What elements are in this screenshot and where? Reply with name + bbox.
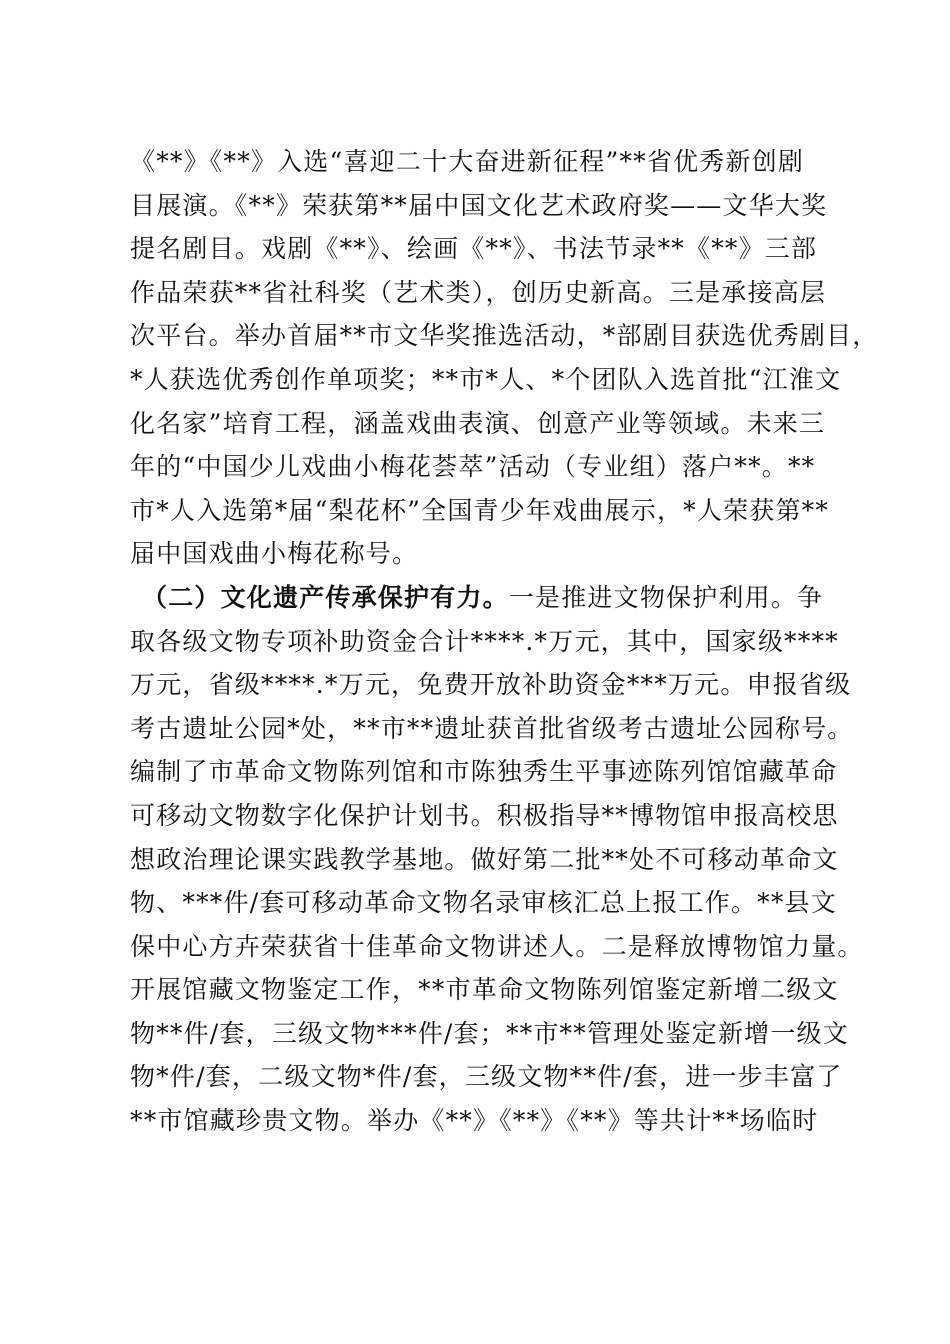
text-line: 《**》《**》入选“喜迎二十大奋进新征程”**省优秀新创剧 [130,147,805,176]
text-line: 开展馆藏文物鉴定工作，**市革命文物陈列馆鉴定新增二级文 [130,975,839,1005]
text-run: 一是推进文物保护利用。争 [508,582,824,612]
text-line: 次平台。举办首届**市文华奖推选活动，*部剧目获选优秀剧目， [130,321,879,351]
text-line: **市馆藏珍贵文物。举办《**》《**》《**》等共计**场临时 [130,1106,819,1136]
text-line: 化名家”培育工程，涵盖戏曲表演、创意产业等领域。未来三 [130,408,826,438]
document-body [130,140,879,1143]
text-line: 可移动文物数字化保护计划书。积极指导**博物馆申报高校思 [130,800,839,830]
text-line: 提名剧目。戏剧《**》、绘画《**》、书法节录**《**》三部 [130,234,818,264]
text-line: 物*件/套，二级文物*件/套，三级文物**件/套，进一步丰富了 [130,1062,843,1092]
text-line: 万元，省级****.*万元，免费开放补助资金***万元。申报省级 [130,670,852,700]
text-line: 保中心方卉荣获省十佳革命文物讲述人。二是释放博物馆力量。 [130,931,864,961]
text-line: 目展演。《**》荣获第**届中国文化艺术政府奖——文华大奖 [130,190,828,220]
text-line: *人获选优秀创作单项奖；**市*人、*个团队入选首批“江淮文 [130,364,842,394]
paragraph-2 [130,576,864,1143]
text-line: 年的“中国少儿戏曲小梅花荟萃”活动（专业组）落户**。** [130,452,816,482]
text-line: 取各级文物专项补助资金合计****.*万元，其中，国家级**** [130,626,839,656]
section-heading: （二）文化遗产传承保护有力。 [142,582,509,612]
text-line: 作品荣获**省社科奖（艺术类），创历史新高。三是承接高层 [130,277,827,307]
text-line: 物、***件/套可移动革命文物名录审核汇总上报工作。**县文 [130,888,837,918]
text-line-first [130,576,830,620]
text-line: 编制了市革命文物陈列馆和市陈独秀生平事迹陈列馆馆藏革命 [130,757,838,787]
text-line: 市*人入选第*届“梨花杯”全国青少年戏曲展示，*人荣获第** [130,495,830,525]
text-line: 届中国戏曲小梅花称号。 [130,539,419,569]
text-line: 物**件/套，三级文物***件/套；**市**管理处鉴定新增一级文 [130,1018,849,1048]
paragraph-1 [130,140,879,576]
text-line: 想政治理论课实践教学基地。做好第二批**处不可移动革命文 [130,844,839,874]
text-line: 考古遗址公园*处，**市**遗址获首批省级考古遗址公园称号。 [130,713,854,743]
